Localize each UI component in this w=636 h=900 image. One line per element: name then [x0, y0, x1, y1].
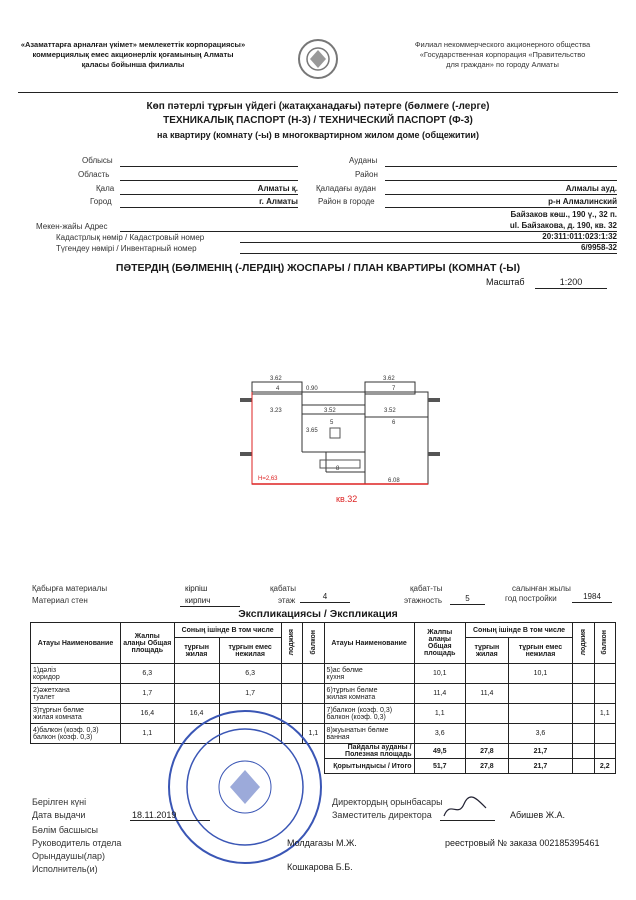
scale-line [535, 288, 607, 289]
col-name-right: Атауы Наименование [324, 623, 414, 664]
col-total-right: Жалпы алаңы Общая площадь [414, 623, 465, 664]
year-value: 1984 [583, 592, 601, 601]
head-label-kz: Бөлім басшысы [32, 825, 98, 835]
exec-name: Кошкарова Б.Б. [287, 862, 353, 872]
wall-value-ru: кирпич [185, 596, 211, 605]
kaladagy-line [385, 194, 617, 195]
wall-label-ru: Материал стен [32, 596, 88, 605]
order-number: реестровый № заказа 002185395461 [445, 838, 600, 848]
deputy-label-kz: Директордың орынбасары [332, 797, 443, 807]
scale-value: 1:200 [559, 277, 583, 287]
col-nonliving-right: тұрғын емес нежилая [508, 638, 572, 664]
gorod-value: г. Алматы [259, 197, 298, 206]
floors-label-kz: қабат-ты [410, 584, 443, 593]
oblast-label: Область [78, 170, 110, 179]
header-left-line-1: «Азаматтарға арналған үкімет» мемлекеттік корпорациясы» [20, 40, 246, 49]
floors-line [450, 604, 485, 605]
table-row: 3)тұрғын бөлме жилая комната 16,4 16,4 7)балкон (коэф. 0,3) балкон (коэф. 0,3) 1,1 1,1 [31, 704, 616, 724]
table-row: 1)дәліз коридор 6,3 6,3 5)ас бөлме кухня 10,1 10,1 [31, 664, 616, 684]
wall-label-kz: Қабырға материалы [32, 584, 108, 593]
raion-line [385, 180, 617, 181]
year-line [572, 602, 612, 603]
address-kz-value: Байзаков көш., 190 ү., 32 п. [510, 210, 617, 219]
kaladagy-audan-label: Қаладағы аудан [316, 184, 376, 193]
useful-area-label: Пайдалы ауданы / Полезная площадь [324, 744, 414, 759]
col-living-left: тұрғын жилая [174, 638, 219, 664]
address-label: Мекен-жайы Адрес [36, 222, 108, 231]
raion-label: Район [355, 170, 378, 179]
deputy-name: Абишев Ж.А. [510, 810, 566, 820]
header-right [385, 40, 620, 70]
scale-label: Масштаб [486, 277, 525, 287]
raion-v-gorode-line [385, 207, 617, 208]
dim-352-b: 3.52 [384, 408, 396, 414]
table-row: 2)әжетхана туалет 1,7 1,7 6)тұрғын бөлме жилая комната 11,4 11,4 [31, 684, 616, 704]
issued-label-kz: Берілген күні [32, 797, 87, 807]
kala-label: Қала [96, 184, 115, 193]
col-name-left: Атауы Наименование [31, 623, 121, 664]
header-left-line-2: коммерциялық емес акционерлік қоғамының Алматы [32, 50, 234, 59]
head-name: Молдагазы М.Ж. [287, 838, 357, 848]
floors-value: 5 [465, 594, 470, 603]
address-ru-value: ul. Байзакова, д. 190, кв. 32 [509, 221, 617, 230]
col-loggia-left: лоджия [288, 628, 296, 656]
room-4: 4 [276, 386, 280, 392]
explication-table [30, 622, 616, 774]
room-6: 6 [392, 420, 396, 426]
audan-line [385, 166, 617, 167]
room-7: 7 [392, 386, 396, 392]
col-total-left: Жалпы алаңы Общая площадь [121, 623, 175, 664]
cadastral-label: Кадастрлық нөмір / Кадастровый номер [56, 233, 205, 242]
height-label: Н=2,63 [258, 476, 278, 482]
audan-label: Ауданы [349, 156, 378, 165]
apartment-label: кв.32 [336, 494, 358, 504]
oblast-line [120, 180, 298, 181]
floor-label-kz: қабаты [270, 584, 297, 593]
year-label-ru: год постройки [505, 594, 557, 603]
inventory-line [240, 253, 617, 254]
total-label: Қорытындысы / Итого [324, 759, 414, 774]
doc-title-line1: Көп пәтерлі тұрғын үйдегі (жатақханадағы) пәтерге (бөлмеге (-лерге) [146, 101, 490, 112]
gorod-label: Город [90, 197, 112, 206]
wall-line [180, 606, 240, 607]
col-nonliving-left: тұрғын емес нежилая [219, 638, 281, 664]
gorod-line [120, 207, 298, 208]
col-including-right: Соның ішінде В том числе [465, 623, 572, 638]
deputy-label-ru: Заместитель директора [332, 810, 432, 820]
col-including-left: Соның ішінде В том числе [174, 623, 281, 638]
header-right-line-3: для граждан» по городу Алматы [446, 60, 559, 69]
raion-v-gorode-label: Район в городе [318, 197, 375, 206]
col-balcony-right: балкон [601, 629, 609, 655]
issued-label-ru: Дата выдачи [32, 810, 86, 820]
oblys-label: Облысы [82, 156, 113, 165]
raion-value-kz: Алмалы ауд. [565, 184, 617, 193]
useful-area-row: Пайдалы ауданы / Полезная площадь 49,5 27,8 21,7 [31, 744, 616, 759]
dim-608: 6.08 [388, 478, 400, 484]
deputy-signature [440, 796, 490, 820]
dim-323: 3.23 [270, 408, 282, 414]
issued-line [130, 820, 210, 821]
issued-date: 18.11.2019 [132, 810, 177, 820]
floor-plan [240, 372, 440, 512]
room-5: 5 [330, 420, 334, 426]
raion-value-ru: р-н Алмалинский [548, 197, 617, 206]
floor-label-ru: этаж [278, 596, 296, 605]
kala-line [120, 194, 298, 195]
dim-090: 0.90 [306, 386, 318, 392]
header-left-line-3: қаласы бойынша филиалы [81, 60, 185, 69]
explication-title: Экспликациясы / Экспликация [238, 608, 398, 620]
floors-label-ru: этажность [404, 596, 442, 605]
header-right-line-1: Филиал некоммерческого акционерного общества [414, 40, 591, 49]
inventory-value: 6/9958-32 [580, 243, 617, 252]
room-8: 8 [336, 466, 340, 472]
dim-365: 3.65 [306, 428, 318, 434]
dim-352-a: 3.52 [324, 408, 336, 414]
oblys-line [120, 166, 298, 167]
deputy-line [440, 820, 495, 821]
exec-label-kz: Орындаушы(лар) [32, 851, 106, 861]
col-balcony-left: балкон [309, 629, 317, 655]
col-living-right: тұрғын жилая [465, 638, 508, 664]
header-right-line-2: «Государственная корпорация «Правительство [419, 50, 586, 59]
year-label-kz: салынған жылы [512, 584, 571, 593]
inventory-label: Түгендеу нөмірі / Инвентарный номер [56, 244, 197, 253]
kala-value: Алматы қ. [257, 184, 298, 193]
floor-value: 4 [322, 592, 328, 601]
col-loggia-right: лоджия [579, 628, 587, 656]
total-row: Қорытындысы / Итого 51,7 27,8 21,7 2,2 [31, 759, 616, 774]
wall-value-kz: кірпіш [185, 584, 208, 593]
dim-top-left: 3.62 [270, 376, 282, 382]
doc-title-line3: на квартиру (комнату (-ы) в многоквартирном жилом доме (общежитии) [157, 130, 479, 140]
doc-title-line2: ТЕХНИКАЛЫҚ ПАСПОРТ (Н-3) / ТЕХНИЧЕСКИЙ ПАСПОРТ (Ф-3) [163, 115, 473, 126]
table-header-row-1 [31, 623, 616, 638]
head-label-ru: Руководитель отдела [32, 838, 122, 848]
plan-title: ПӘТЕРДІҢ (БӨЛМЕНІҢ (-ЛЕРДІҢ) ЖОСПАРЫ / ПЛАН КВАРТИРЫ (КОМНАТ (-Ы) [115, 262, 521, 274]
header-left [18, 40, 248, 70]
floor-line [300, 602, 350, 603]
emblem-logo [297, 38, 339, 80]
exec-label-ru: Исполнитель(и) [32, 864, 98, 874]
header-divider [18, 92, 618, 93]
cadastral-value: 20:311:011:023:1:32 [542, 232, 617, 241]
table-row: 4)балкон (коэф. 0,3) балкон (коэф. 0,3) 1,1 1,1 8)жуынатын бөлме ванная 3,6 3,6 [31, 724, 616, 744]
dim-top-right: 3.62 [383, 376, 395, 382]
